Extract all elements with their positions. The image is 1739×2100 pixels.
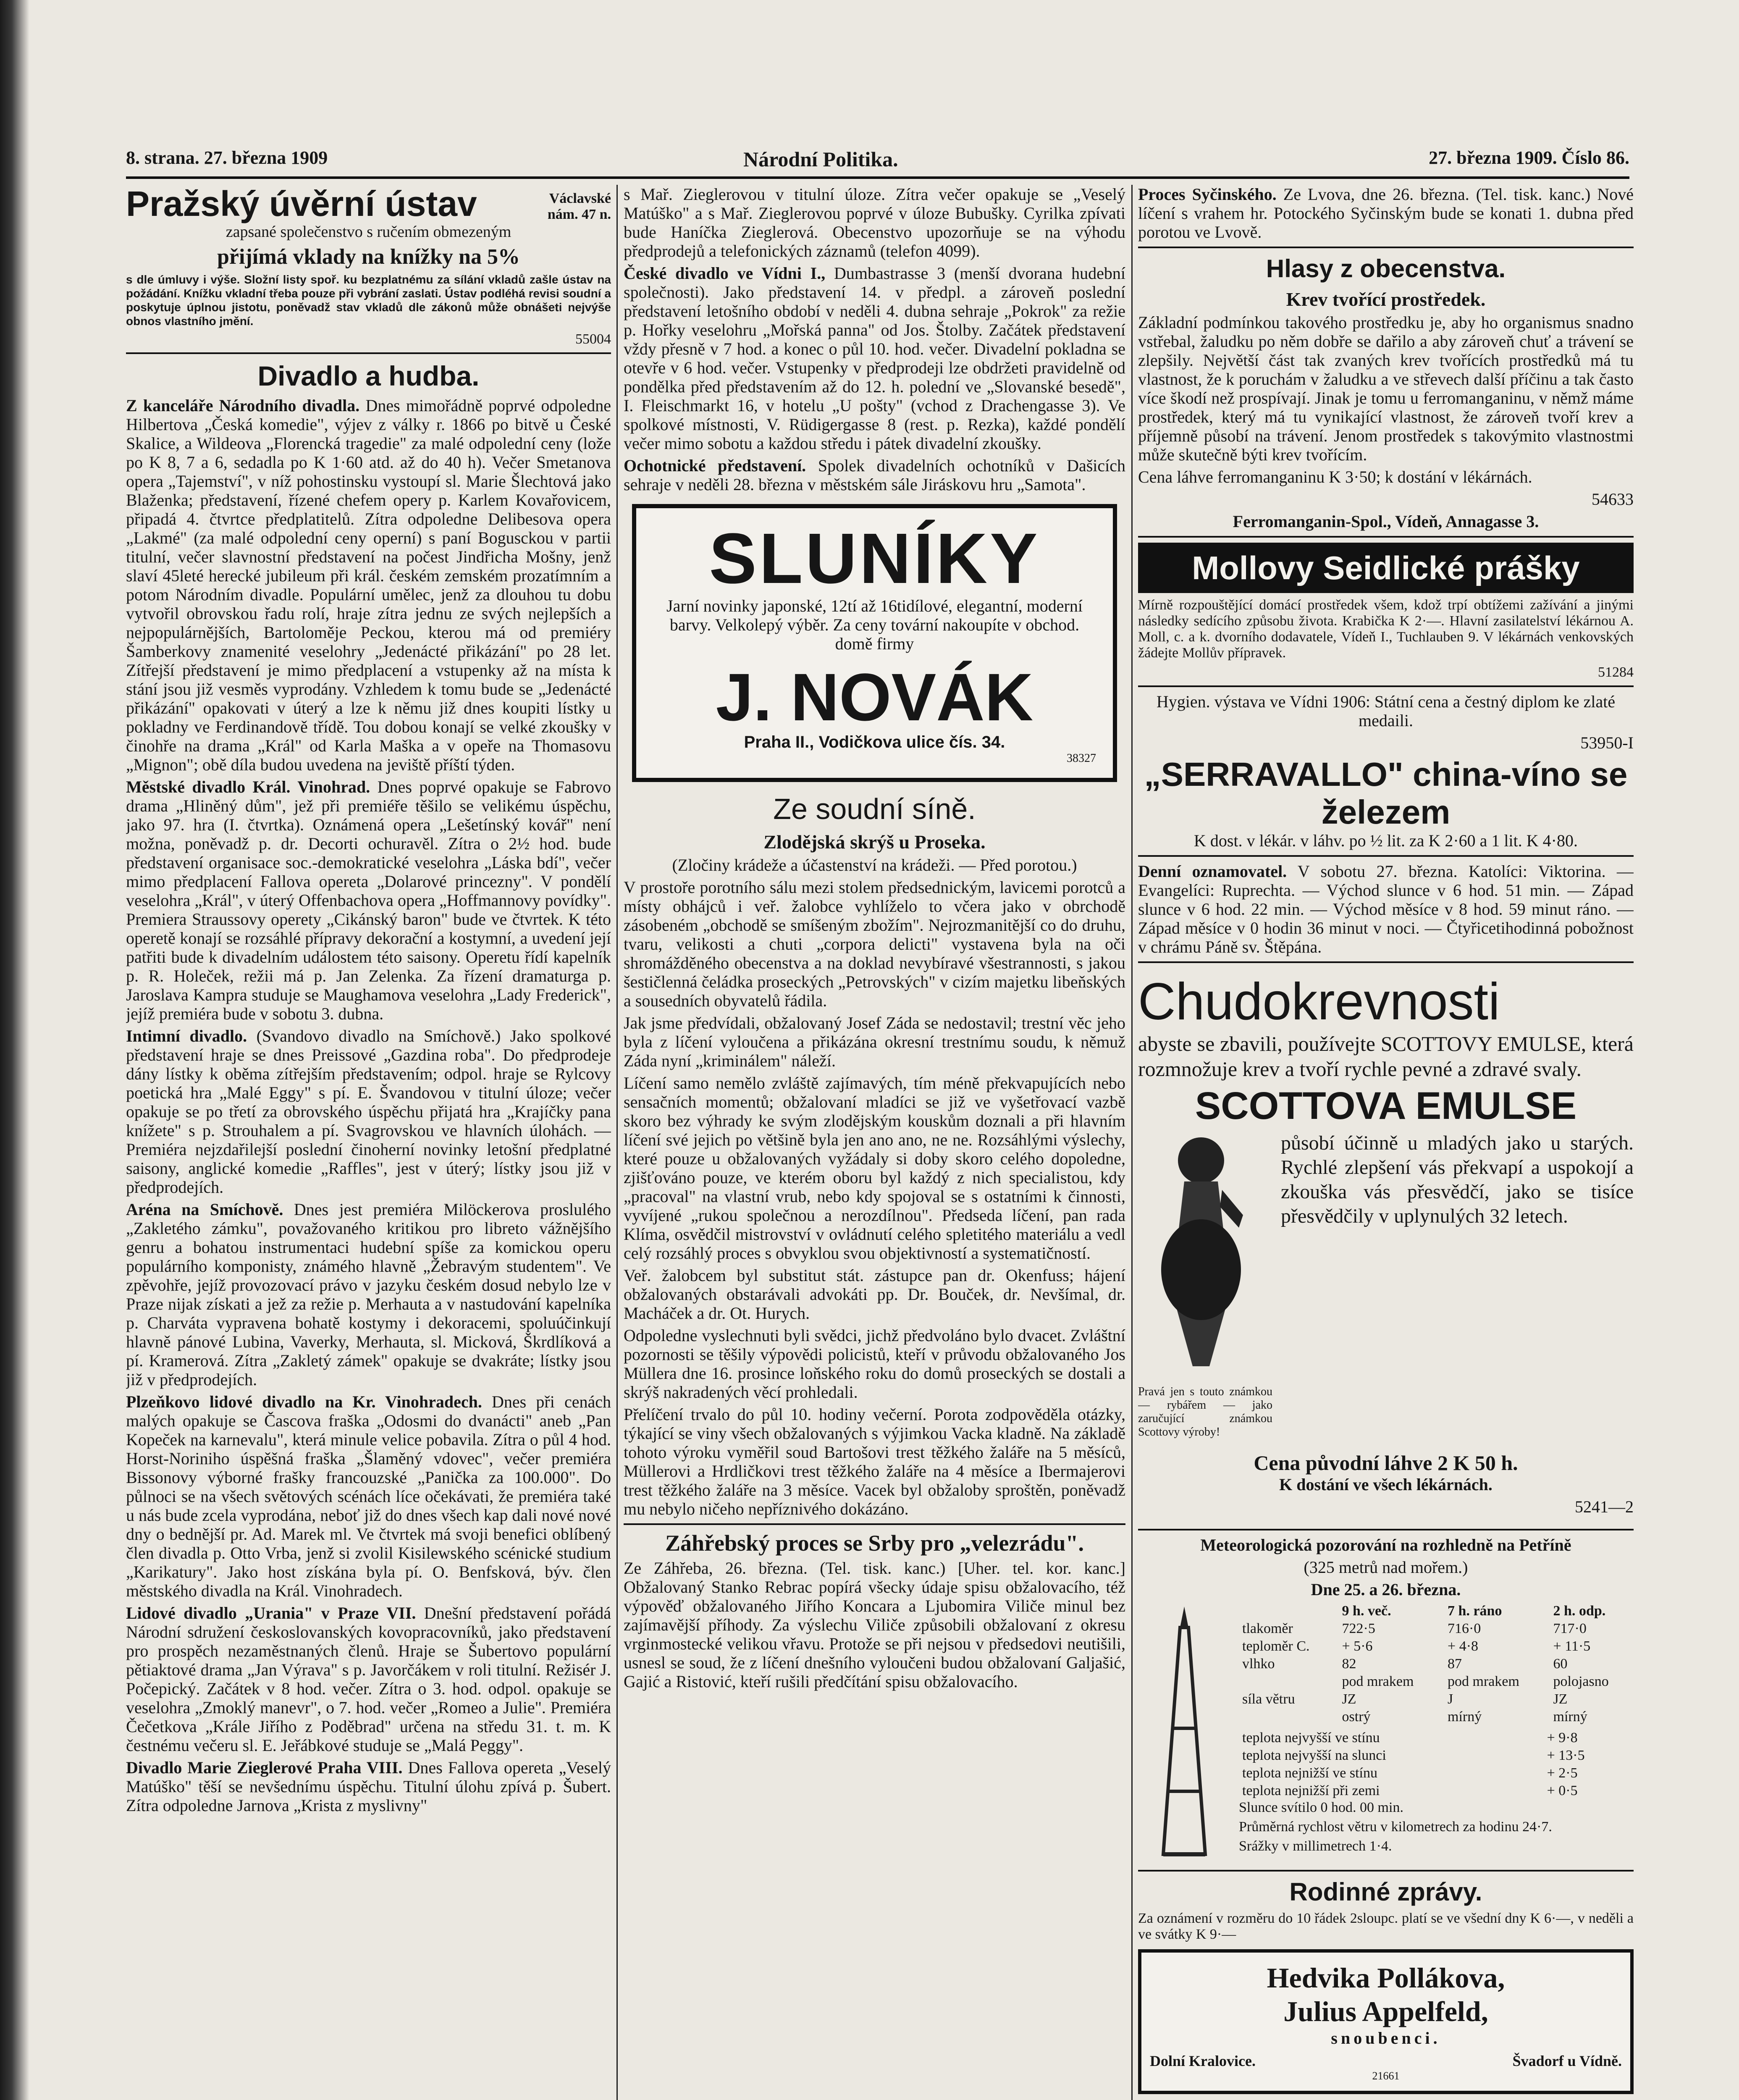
- bank-title: Pražský úvěrní ústav: [126, 185, 477, 223]
- paragraph: V prostoře porotního sálu mezi stolem předsednickým, lavicemi porotců a místy obhájců i veř. žalobce vyhlíželo to včera jako v obrchodě zásobeném „obchodě se smíšeným zbožím". Nejrozmanitější co do druhu, tvaru, velikosti a chuti „corpora delicti" vystavena byla na oči shromážděného obecenstva a na doklad nevybíravé všestrannosti, s jakou šestičlenná čeládka proseckých „Petrovských" v cizím majetku libeňských a sousedních obyvatelů řádila.: [624, 878, 1125, 1010]
- subhead: Z kanceláře Národního divadla.: [126, 396, 360, 415]
- subhead: Lidové divadlo „Urania" v Praze VII.: [126, 1604, 416, 1622]
- subhead: České divadlo ve Vídni I.,: [624, 264, 826, 283]
- serravallo-heading: Hygien. výstava ve Vídni 1906: Státní cena a čestný diplom ke zlaté medaili.: [1156, 692, 1616, 730]
- cell: 717·0: [1553, 1621, 1587, 1636]
- voices-heading: Hlasy z obecenstva.: [1266, 255, 1506, 283]
- scott-ad: [1138, 968, 1634, 1524]
- divider: [126, 352, 611, 354]
- row-label: [1239, 1673, 1339, 1690]
- cell: + 9·8: [1547, 1730, 1578, 1746]
- place-right: Švadorf u Vídně.: [1512, 2053, 1622, 2069]
- divider: [1138, 536, 1634, 538]
- meteo-rain: Srážky v millimetrech 1·4.: [1239, 1838, 1392, 1854]
- ad-address: Praha II., Vodičkova ulice čís. 34.: [744, 733, 1005, 751]
- row-label: vlhko: [1242, 1656, 1275, 1672]
- court-heading: Ze soudní síně.: [773, 793, 976, 825]
- cell: 82: [1342, 1656, 1356, 1672]
- meteo-date: Dne 25. a 26. března.: [1311, 1580, 1461, 1599]
- divider: [1138, 855, 1634, 857]
- ad-title: Chudokrevnosti: [1138, 973, 1500, 1031]
- table-row: [1239, 1708, 1634, 1726]
- cell: 716·0: [1448, 1621, 1481, 1636]
- cell: polojasno: [1553, 1674, 1609, 1689]
- column-header: 9 h. več.: [1342, 1603, 1391, 1619]
- divider: [1138, 685, 1634, 687]
- theatre-heading: Divadlo a hudba.: [257, 360, 480, 391]
- page-header: [126, 147, 1629, 172]
- paragraph: V sobotu 27. března. Katolíci: Viktorina. — Evangelíci: Ruprechta. — Východ slunce v 6 hod. 51 min. — Západ slunce v 6 hod. 22 min. — Východ měsíce v 8 hod. 59 minut ráno. — Západ měsíce v 0 hodin 36 minut v noci. — Čtyřicetihodinná pobožnost v chrámu Páně sv. Štěpána.: [1138, 862, 1634, 956]
- article-vinohrady-theatre: [126, 777, 611, 1023]
- paragraph: Dumbastrasse 3 (menší dvorana hudební společnosti). Jako představení 14. v předpl. a zároveň poslední představení letošního období v neděli 4. dubna sehraje „Pokrok" za režie p. Hořky veselohru „Mořská panna" od Jos. Štolby. Začátek představení vždy přesně v 7 hod. a konec o půl 10. hod. večer. Divadelní pokladna se otevře v 6 hod. večer. Vstupenky v předprodeji lze obdržeti pravidelně od pondělka před představením až do 12. h. polední ve „Slovanské besedě", I. Fleischmarkt 16, v hotelu „U pošty" (vchod z Drachengasse 3). Ve spolkové místnosti, V. Rüdigergasse 8 (rest. p. Rezka), každé pondělí večer mimo sobotu a každou středu i pátek divadelní zkoušky.: [624, 264, 1125, 453]
- article-vienna-theatre: [624, 264, 1125, 453]
- column-divider-2: [1131, 185, 1133, 2100]
- divider: [624, 1523, 1125, 1525]
- row-label: teplota nejvyšší na slunci: [1242, 1748, 1386, 1763]
- ad-code: 38327: [1067, 752, 1096, 765]
- article-intimate-theatre: [126, 1026, 611, 1197]
- row-label: teploměr C.: [1242, 1638, 1310, 1654]
- place-left: Dolní Kralovice.: [1150, 2053, 1256, 2069]
- paragraph: Přelíčení trvalo do půl 10. hodiny večerní. Porota zodpověděla otázky, týkající se viny všech obžalovaných s výjimkou Vacka kladně. Na základě tohoto výroku vyměřil soud Bartošovi trest těžkého žaláře na 5 měsíců, Müllerovi a Hrdličkovi trest těžkého žaláře na 4 měsíce a Ibermajerovi trest těžkého žaláře na 3 měsíce. Vacek byl obžaloby sproštěn, poněvadž mu nebylo ničeho nepříznivého dokázáno.: [624, 1405, 1125, 1518]
- bank-code: 55004: [575, 331, 611, 347]
- cell: pod mrakem: [1342, 1674, 1414, 1689]
- cell: 87: [1448, 1656, 1462, 1672]
- divider: [1138, 1529, 1634, 1530]
- court-subheading-2: (Zločiny krádeže a účastenství na krádeži. — Před porotou.): [672, 856, 1077, 874]
- column-2: [624, 185, 1125, 2100]
- engaged-name-2: Julius Appelfeld,: [1283, 1995, 1488, 2027]
- meteo-table: [1239, 1602, 1634, 1726]
- cell: mírný: [1448, 1709, 1482, 1725]
- paragraph: Za oznámení v rozměru do 10 řádek 2sloupc. platí se ve všední dny K 6·—, v neděli a ve svátky K 9·—: [1138, 1911, 1634, 1942]
- paragraph: Dnes Fallova opereta „Veselý Matúško" těší se nevšednímu úspěchu. Titulní úlohu zpívá p. Šubert. Zítra odpoledne Jarnova „Krista z myslivny": [126, 1758, 611, 1815]
- row-label: teplota nejnižší ve stínu: [1242, 1765, 1377, 1781]
- row-label: teplota nejnižší při zemi: [1242, 1783, 1380, 1798]
- article-plzenek-theatre: [126, 1392, 611, 1600]
- cell: + 0·5: [1547, 1783, 1578, 1798]
- paragraph: Dnes mimořádně poprvé odpoledne Hilbertova „Česká komedie", výjev z války r. 1866 po bitvě u České Skalice, a Wildeova „Florencká tragedie" za malé odpolední ceny (lože po K 8, 7 a 6, sedadla po K 1·60 atd. až do 40 h). Večer Smetanova opera „Tajemství", v níž pohostinsku vystoupí sl. Marie Šlechtová jako Blaženka; představení, řízené chefem opery p. Karlem Kovařovicem, připadá 4. čtvrtce předplatitelů. Zítra odpoledne Delibesova opera „Lakmé" (za malé odpolední ceny operní) s paní Bogusckou v partii titulní, večer slavnostní představení na počest Jindřicha Mošny, jenž slaví 45leté herecké jubileum při král. českém zemském prozatímním a potom Národním divadle. Populární umělec, jenž za dlouhou tu dobu vytvořil obrovskou řadu rolí, hraje zítra jednu ze svých nejlepších a nejpopulárnějších, Bartoloměje Peckou, kterou má od premiéry Šamberkovy znamenité veselohry „Jedenácté přikázání" po 28 let. Zítřejší představení je mimo předplacení a vstupenky až na místa k stání jsou již vesměs vyprodány. Vzhledem k tomu bude se „Jedenácté přikázání" opakovati v úterý a lze k němu již dnes koupiti lístky u pokladny ve Ferdinandově třídě. Tou dobou konají se velké zkoušky v činohře na drama „Král" od Karla Maška a v opeře na Thomasovu „Mignon"; obě díla budou uvedena na jeviště příští týden.: [126, 396, 611, 774]
- engaged-status: snoubenci.: [1331, 2029, 1441, 2048]
- subhead: Aréna na Smíchově.: [126, 1200, 283, 1219]
- engagement-notice: [1138, 1949, 1634, 2094]
- moll-banner: Mollovy Seidlické prášky: [1138, 543, 1634, 593]
- ad-title: SLUNÍKY: [709, 519, 1040, 598]
- divider: [1138, 961, 1634, 963]
- header-right: 27. března 1909. Číslo 86.: [1429, 147, 1629, 168]
- subhead: Intimní divadlo.: [126, 1026, 247, 1045]
- subhead: Ochotnické představení.: [624, 456, 806, 475]
- availability: K dostání ve všech lékárnách.: [1279, 1475, 1492, 1494]
- table-header: [1239, 1602, 1634, 1620]
- paragraph: Dnes při cenách malých opakuje se Čascova fraška „Odosmi do dvanácti" aneb „Pan Kopeček na karnevalu", která minule velice pobavila. Zítra o půl 4 hod. Horst-Noriniho úspěšná fraška „Šlaměný vdovec", večer premiéra Bissonovy výborné frašky francouzské „Panička za 100.000". Do půlnoci se na všech světových scénách líce očekávati, že premiéra také u nás bude zcela vyprodána, neboť již do dnes všech kap dali nové nové dny o bednější pr. Ad. Marek ml. Ve čtvrtek má svoji benefici oblíbený člen divadla p. Otto Vrba, jenž si zvolil Kisilewského scénické studium „Karikatury". Jako host získána byla pí. O. Benfsková, býv. člen městského divadla na Král. Vinohradech.: [126, 1392, 611, 1600]
- paragraph: Líčení samo nemělo zvláště zajímavých, tím méně překvapujících nebo sensačních momentů; obžalovaní mladíci se již ve vyšetřovací vazbě skoro bez výhrady ke svým zlodějským kouskům doznali a při hlavním líčení své jejich po většině byla jen ano ano, ne ne. Rozsáhlými výslechy, které pouze u obžalovaných vyžádaly si doby skoro celého dopoledne, zjišťováno pouze, ve kterém oboru byl každý z nich specialistou, kdy „pracoval" na vlastní vrub, nebo kdy spojoval se s ostatními k činnosti, vyvíjené „rukou společnou a nerozdílnou". Předseda líčení, pan rada Klíma, osvědčil mistrovství v ovládnutí celého spletitého materiálu a vedl celý rozsáhlý proces s obvyklou svou objektivností a systematičností.: [624, 1074, 1125, 1263]
- table-row: [1239, 1747, 1634, 1764]
- subhead: Proces Syčinského.: [1138, 185, 1277, 204]
- tower-icon: [1138, 1602, 1230, 1863]
- paragraph: Mírně rozpouštějící domácí prostředek všem, kdož trpí obtížemi zažívání a jinými následky sedícího způsobu života. Krabička K 2·—. Hlavní zasilatelství lékárnou A. Moll, c. a k. dvorního dodavatele, Vídeň I., Tuchlauben 9. V lékárnách venkovských žádejte Mollův přípravek.: [1138, 597, 1634, 661]
- serravallo-title: „SERRAVALLO" china-víno se železem: [1144, 756, 1628, 831]
- bank-line3: s dle úmluvy i výše. Složní listy spoř. ku bezplatnému za sílání vkladů zašle ústav na požádání. Knížku vkladní třeba pouze při vybrání zaslati. Ústav podléhá revisi soudní a poskytuje úplnou jistotu, poněvadž stav vkladů dle zákonů může obnášeti nejvýše obnos vlastního jmění.: [126, 273, 611, 328]
- column-3: [1138, 185, 1634, 2100]
- cell: JZ: [1553, 1691, 1568, 1707]
- paragraph: Dnešní představení pořádá Národní sdružení českoslovanských kovopracovníků, jako představení pro prospěch nezaměstnaných členů. Hraje se Šubertovo populární pětiaktové drama „Jan Výrava" s p. Javorčákem v roli titulní. Režisér J. Počepický. Začátek v 8 hod. večer. Zítra o 3. hod. odpol. opakuje se veselohra „Zmoklý manevr", o 7. hod. večer „Romeo a Julie". Premiéra Čečetkova „Krále Jiřího z Poděbrad" určena na středu 31. t. m. K čestnému večeru sl. E. Jeřábkové studuje se „Malá Peggy".: [126, 1604, 611, 1755]
- article-national-theatre: [126, 396, 611, 774]
- cell: JZ: [1342, 1691, 1356, 1707]
- article-arena-smichov: [126, 1200, 611, 1389]
- paragraph: Veř. žalobcem byl substitut stát. zástupce pan dr. Okenfuss; hájení obžalovaných obstarávali advokáti pp. Dr. Bouček, dr. Nevšímal, dr. Macháček a dr. Ot. Hurych.: [624, 1266, 1125, 1323]
- cell: + 13·5: [1547, 1748, 1585, 1763]
- paragraph: Základní podmínkou takového prostředku je, aby ho organismus snadno vstřebal, žaludku po něm dobře se dařilo a aby zároveň chuť a trávení se zlepšily. Největší část tak zvaných krev tvořících prostředků má tu vlastnost, že k poruchám v žaludku a ve střevech další příčinu a tak často více škodí než prospívají. Jinak je tomu u ferromanganinu, v němž máme prostředek, který má tu vynikající vlastnost, že zároveň tvoří krev a příjemně působí na trávení. Jenom prostředek s takovýmito vlastnostmi může skutečně býti krev tvořícím.: [1138, 313, 1634, 464]
- cell: + 4·8: [1448, 1638, 1479, 1654]
- paragraph: Spolek divadelních ochotníků v Dašicích sehraje v neděli 28. března v městském sále Jiráskovu hru „Samota".: [624, 456, 1125, 494]
- header-left: 8. strana. 27. března 1909: [126, 147, 328, 168]
- table-row: [1239, 1764, 1634, 1782]
- meteo-sun: Slunce svítilo 0 hod. 00 min.: [1239, 1800, 1403, 1815]
- paragraph: Jak jsme předvídali, obžalovaný Josef Záda se nedostavil; trestní věc jeho byla z líčení vyloučena a přikázána okresní trestnímu soudu, k němuž Záda nyní „kriminálem" náleží.: [624, 1013, 1125, 1070]
- ad-note: Pravá jen s touto známkou — rybářem — jako zaručující známkou Scottovy výroby!: [1138, 1385, 1272, 1438]
- cell: + 5·6: [1342, 1638, 1373, 1654]
- table-row: [1239, 1638, 1634, 1655]
- paragraph: Ze Záhřeba, 26. března. (Tel. tisk. kanc.) [Uher. tel. kor. kanc.] Obžalovaný Stanko Rebrac popírá všecky údaje spisu obžalovacího, též výpověď obžalovaného Jiřího Koncara a Ljubomira Viliče minul bez zajímavější příhody. Za výslechu Viliče způsobili obžalovaní z okresu vrginmostecké velikou vřavu. Protože se při nejsou v předsedovi neutišili, usnesl se soud, že z líčení dnešního vyloučeni budou obžalovaní Galjašić, Gajić a Ristović, kteří rušili předčítání spisu obžalovacího.: [624, 1559, 1125, 1691]
- paragraph: (Svandovo divadlo na Smíchově.) Jako spolkové představení hraje se dnes Preissové „Gazdina roba". Do předprodeje dány lístky k oběma zítřejším představením; odpol. hraje se Rylcovy poetická hra „Malé Eggy" s pí. E. Švandovou v titulní úloze; večer opakuje se po třetí za obrovského úspěchu přijatá hra „Krajíčky pana knížete" s p. Strouhalem a pí. Svagrovskou ve hlavních úlohách. — Premiéra nejzdařilejší poslední činoherní novinky letošní předplatné saisony, anglické komedie „Raffles", jest v úterý; lístky jsou již v předprodejích.: [126, 1026, 611, 1197]
- article-amateur-theatre: [624, 456, 1125, 494]
- ad-firm-name: J. NOVÁK: [716, 659, 1033, 735]
- ad-code: 54633: [1592, 490, 1634, 509]
- column-header: 7 h. ráno: [1448, 1603, 1502, 1619]
- cell: J: [1448, 1691, 1453, 1707]
- ad-code: 51284: [1598, 664, 1634, 680]
- meteo-extremes: [1239, 1729, 1634, 1800]
- divider: [1138, 1870, 1634, 1872]
- meteo-wind: Průměrná rychlost větru v kilometrech za hodinu 24·7.: [1239, 1819, 1552, 1835]
- row-label: síla větru: [1242, 1691, 1295, 1707]
- engaged-name-1: Hedvika Pollákova,: [1267, 1962, 1505, 1994]
- article-ziegler-theatre: [126, 1758, 611, 1815]
- article-urania-theatre: [126, 1604, 611, 1755]
- calendar: [1138, 862, 1634, 956]
- subhead: Denní oznamovatel.: [1138, 862, 1287, 881]
- scan-edge: [0, 0, 29, 2100]
- table-row: [1239, 1690, 1634, 1708]
- column-1: [126, 185, 611, 2100]
- paragraph: působí účinně u mladých jako u starých. Rychlé zlepšení vás překvapí a uspokojí a zkouška vás přesvědčí, jako se tisíce přesvědčily v uplynulých 32 letech.: [1281, 1132, 1634, 1227]
- row-label: teplota nejvyšší ve stínu: [1242, 1730, 1380, 1746]
- ad-firm: Ferromanganin-Spol., Vídeň, Annagasse 3.: [1233, 512, 1539, 531]
- petrin-tower-illustration: [1138, 1602, 1239, 1865]
- paragraph: Odpoledne vyslechnuti byli svědci, jichž předvoláno bylo dvacet. Zvláštní pozornosti se těšily výpovědi policistů, kteří v průvodu obžalovaného Jos Müllera dne 16. prosince loňského roku do domů proseckých se dostali a skrýš nakradených věcí prohledali.: [624, 1326, 1125, 1402]
- table-row: [1239, 1729, 1634, 1747]
- ad-code: 53950-I: [1580, 733, 1634, 752]
- bank-line2: přijímá vklady na knížky na 5%: [217, 245, 520, 269]
- subhead: Divadlo Marie Zieglerové Praha VIII.: [126, 1758, 403, 1777]
- article-ziegler-cont: s Mař. Zieglerovou v titulní úloze. Zítra večer opakuje se „Veselý Matúško" a s Mař. Zieglerovou poprvé v úloze Bubušky. Cyrilka zpívati bude Haníčka Zieglerová. Obecenstvo upozorňuje se na výhodu předprodejů a telefonických záznamů (telefon 4099).: [624, 185, 1125, 260]
- cell: + 2·5: [1547, 1765, 1578, 1781]
- fisherman-icon: [1138, 1131, 1264, 1383]
- ad-text: Jarní novinky japonské, 12tí až 16tidílové, elegantní, moderní barvy. Velkolepý výběr. Za ceny tovární nakoupíte v obchod. domě firmy: [666, 596, 1083, 653]
- court-subheading: Zlodějská skrýš u Proseka.: [763, 831, 986, 853]
- table-row: [1239, 1655, 1634, 1673]
- subhead: Plzeňkovo lidové divadlo na Kr. Vinohradech.: [126, 1392, 482, 1411]
- paragraph: Dnes poprvé opakuje se Fabrovo drama „Hliněný dům", jež při premiéře těšilo se velikému úspěchu, jako 97. hra (I. čtvrtka). Oznámená opera „Lešetínský kovář" není možna, poněvadž p. dr. Decorti ochuravěl. Zítra o 2½ hod. bude představení organisace soc.-demokratické veselohra „Láska bdí", večer mimo předplacení Fallova opereta „Dolarové princezny". V pondělí veselohra „Král", v úterý Offenbachova opera „Hoffmannovy povídky". Premiera Straussovy operety „Cikánský baron" bude ve čtvrtek. K této operetě konají se rozsáhlé přípravy dekorační a kostymní, a uvedení její patřiti bude k divadelním událostem této saisony. Operetu řídí kapelník p. R. Holeček, režii má p. Jan Zelenka. Za řízení dramaturga p. Jaroslava Kampra studuje se Maughamova veselohra „Lady Frederick", jejíž premiéra bude v sobotu 3. dubna.: [126, 777, 611, 1023]
- fisherman-illustration: [1138, 1131, 1272, 1442]
- ad-code: 21661: [1372, 2070, 1400, 2082]
- header-rule: [126, 176, 1629, 179]
- cell: ostrý: [1342, 1709, 1371, 1725]
- cell: pod mrakem: [1448, 1674, 1519, 1689]
- meteo-heading: Meteorologická pozorování na rozhledně na Petříně: [1200, 1536, 1571, 1554]
- table-row: [1239, 1620, 1634, 1638]
- sluniky-ad: [632, 504, 1117, 782]
- article-sycinsky: [1138, 185, 1634, 242]
- price-line: K dost. v lékár. v láhv. po ½ lit. za K 2·60 a 1 lit. K 4·80.: [1194, 831, 1578, 850]
- price-line: Cena láhve ferromanganinu K 3·50; k dostání v lékárnách.: [1138, 467, 1532, 486]
- blood-heading: Krev tvořící prostředek.: [1286, 289, 1486, 310]
- bank-line1: zapsané společenstvo s ručením obmezeným: [226, 223, 511, 241]
- cell: mírný: [1553, 1709, 1587, 1725]
- paragraph: abyste se zbavili, používejte SCOTTOVY EMULSE, která rozmnožuje krev a tvoří rychle pevné a zdravé svaly.: [1138, 1032, 1634, 1081]
- subhead: Městské divadlo Král. Vinohrad.: [126, 777, 370, 796]
- family-heading: Rodinné zprávy.: [1289, 1878, 1482, 1906]
- ad-code: 5241—2: [1575, 1497, 1634, 1516]
- row-label: [1239, 1708, 1339, 1726]
- table-row: [1239, 1673, 1634, 1690]
- divider: [1138, 247, 1634, 248]
- bank-address: Václavské nám. 47 n.: [547, 191, 611, 222]
- header-center: Národní Politika.: [743, 147, 898, 171]
- cell: + 11·5: [1553, 1638, 1591, 1654]
- table-row: [1239, 1782, 1634, 1800]
- meteo-report: [1138, 1536, 1634, 1865]
- bank-ad: [126, 185, 611, 347]
- paragraph: Ze Lvova, dne 26. března. (Tel. tisk. kanc.) Nové líčení s vrahem hr. Potockého Syčinským bude se konati 1. dubna před porotou ve Lvově.: [1138, 185, 1634, 242]
- paragraph: Dnes jest premiéra Milöckerova proslulého „Zakletého zámku", považovaného kritikou pro libreto vážnějšího genru a bohatou instrumentaci hudební spíše za komickou operu populárního komponisty, známého hlavně „Žebravým studentem". Ve zpěvohře, jejíž provozovací právo v jazyku českém dosud nebylo lze v Praze nijak získati a jež za režie p. Merhauta a v nastudování kapelníka p. Charváta vypravena bohatě kostymy i dekoracemi, spoluúčinkují hlavně pánové Lubina, Vaverky, Merhauta, sl. Micková, Škrdlíková a pí. Kramerová. Zítra „Zakletý zámek" opakuje se dvakráte; lístky jsou již v předprodejích.: [126, 1200, 611, 1389]
- meteo-subheading: (325 metrů nad mořem.): [1304, 1558, 1468, 1577]
- zagreb-heading: Záhřebský proces se Srby pro „velezrádu".: [665, 1530, 1084, 1556]
- price-line: Cena původní láhve 2 K 50 h.: [1254, 1451, 1518, 1475]
- cell: 722·5: [1342, 1621, 1375, 1636]
- ad-subtitle: SCOTTOVA EMULSE: [1195, 1084, 1577, 1127]
- cell: 60: [1553, 1656, 1568, 1672]
- column-divider-1: [616, 185, 618, 2100]
- row-label: tlakoměr: [1242, 1621, 1293, 1636]
- column-header: 2 h. odp.: [1553, 1603, 1606, 1619]
